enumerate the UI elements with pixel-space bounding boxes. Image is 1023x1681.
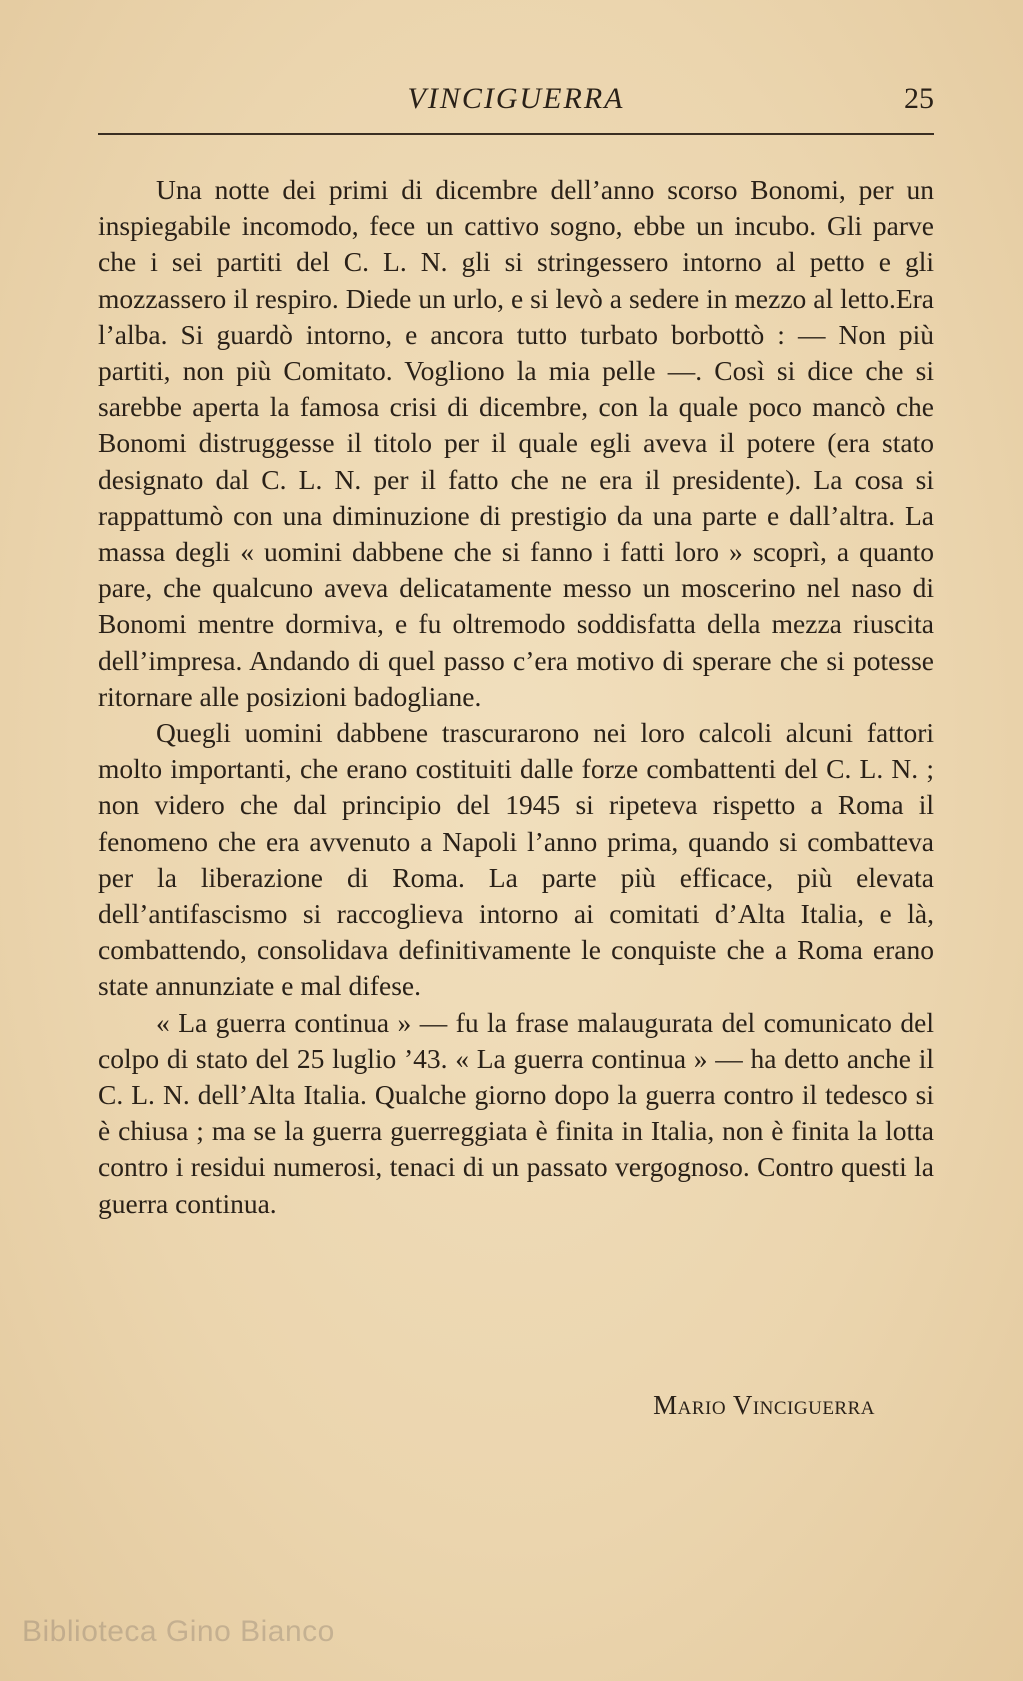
- body-text: [98, 172, 934, 1222]
- library-watermark: Biblioteca Gino Bianco: [22, 1615, 335, 1648]
- running-title: VINCIGUERRA: [407, 82, 625, 115]
- paragraph: « La guerra continua » — fu la frase malaugurata del comunicato del colpo di stato del 25 luglio ’43. « La guerra continua » — ha detto anche il C. L. N. dell’Alta Italia. Qualche giorno dopo la guerra contro il tedesco si è chiusa ; ma se la guerra guerreggiata è finita in Italia, non è finita la lotta contro i residui numerosi, tenaci di un passato vergognoso. Contro questi la guerra continua.: [98, 1006, 934, 1219]
- paragraph: Quegli uomini dabbene trascurarono nei loro calcoli alcuni fattori molto importanti, che erano costituiti dalle forze combattenti del C. L. N. ; non videro che dal principio del 1945 si ripeteva rispetto a Roma il fenomeno che era avvenuto a Napoli l’anno prima, quando si combatteva per la liberazione di Roma. La parte più efficace, più elevata dell’antifascismo si raccoglieva intorno ai comitati d’Alta Italia, e là, combattendo, consolidava definitivamente le conquiste che a Roma erano state annunziate e mal difese.: [98, 717, 934, 1002]
- author-signature: Mario Vinciguerra: [653, 1390, 875, 1420]
- page-number: 25: [904, 82, 934, 115]
- header-rule: [98, 133, 934, 135]
- page-header: [98, 82, 934, 122]
- paragraph: Una notte dei primi di dicembre dell’anno scorso Bonomi, per un inspiegabile incomodo, fece un cattivo sogno, ebbe un incubo. Gli parve che i sei partiti del C. L. N. gli si stringessero intorno al petto e gli mozzassero il respiro. Diede un urlo, e si levò a sedere in mezzo al letto.Era l’alba. Si guardò intorno, e ancora tutto turbato borbottò : — Non più partiti, non più Comitato. Vogliono la mia pelle —. Così si dice che si sarebbe aperta la famosa crisi di dicembre, con la quale poco mancò che Bonomi distruggesse il titolo per il quale egli aveva il potere (era stato designato dal C. L. N. per il fatto che ne era il presidente). La cosa si rappattumò con una diminuzione di prestigio da una parte e dall’altra. La massa degli « uomini dabbene che si fanno i fatti loro » scoprì, a quanto pare, che qualcuno aveva delicatamente messo un moscerino nel naso di Bonomi mentre dormiva, e fu oltremodo soddisfatta della mezza riuscita dell’impresa. Andando di quel passo c’era motivo di sperare che si potesse ritornare alle posizioni badogliane.: [98, 174, 934, 712]
